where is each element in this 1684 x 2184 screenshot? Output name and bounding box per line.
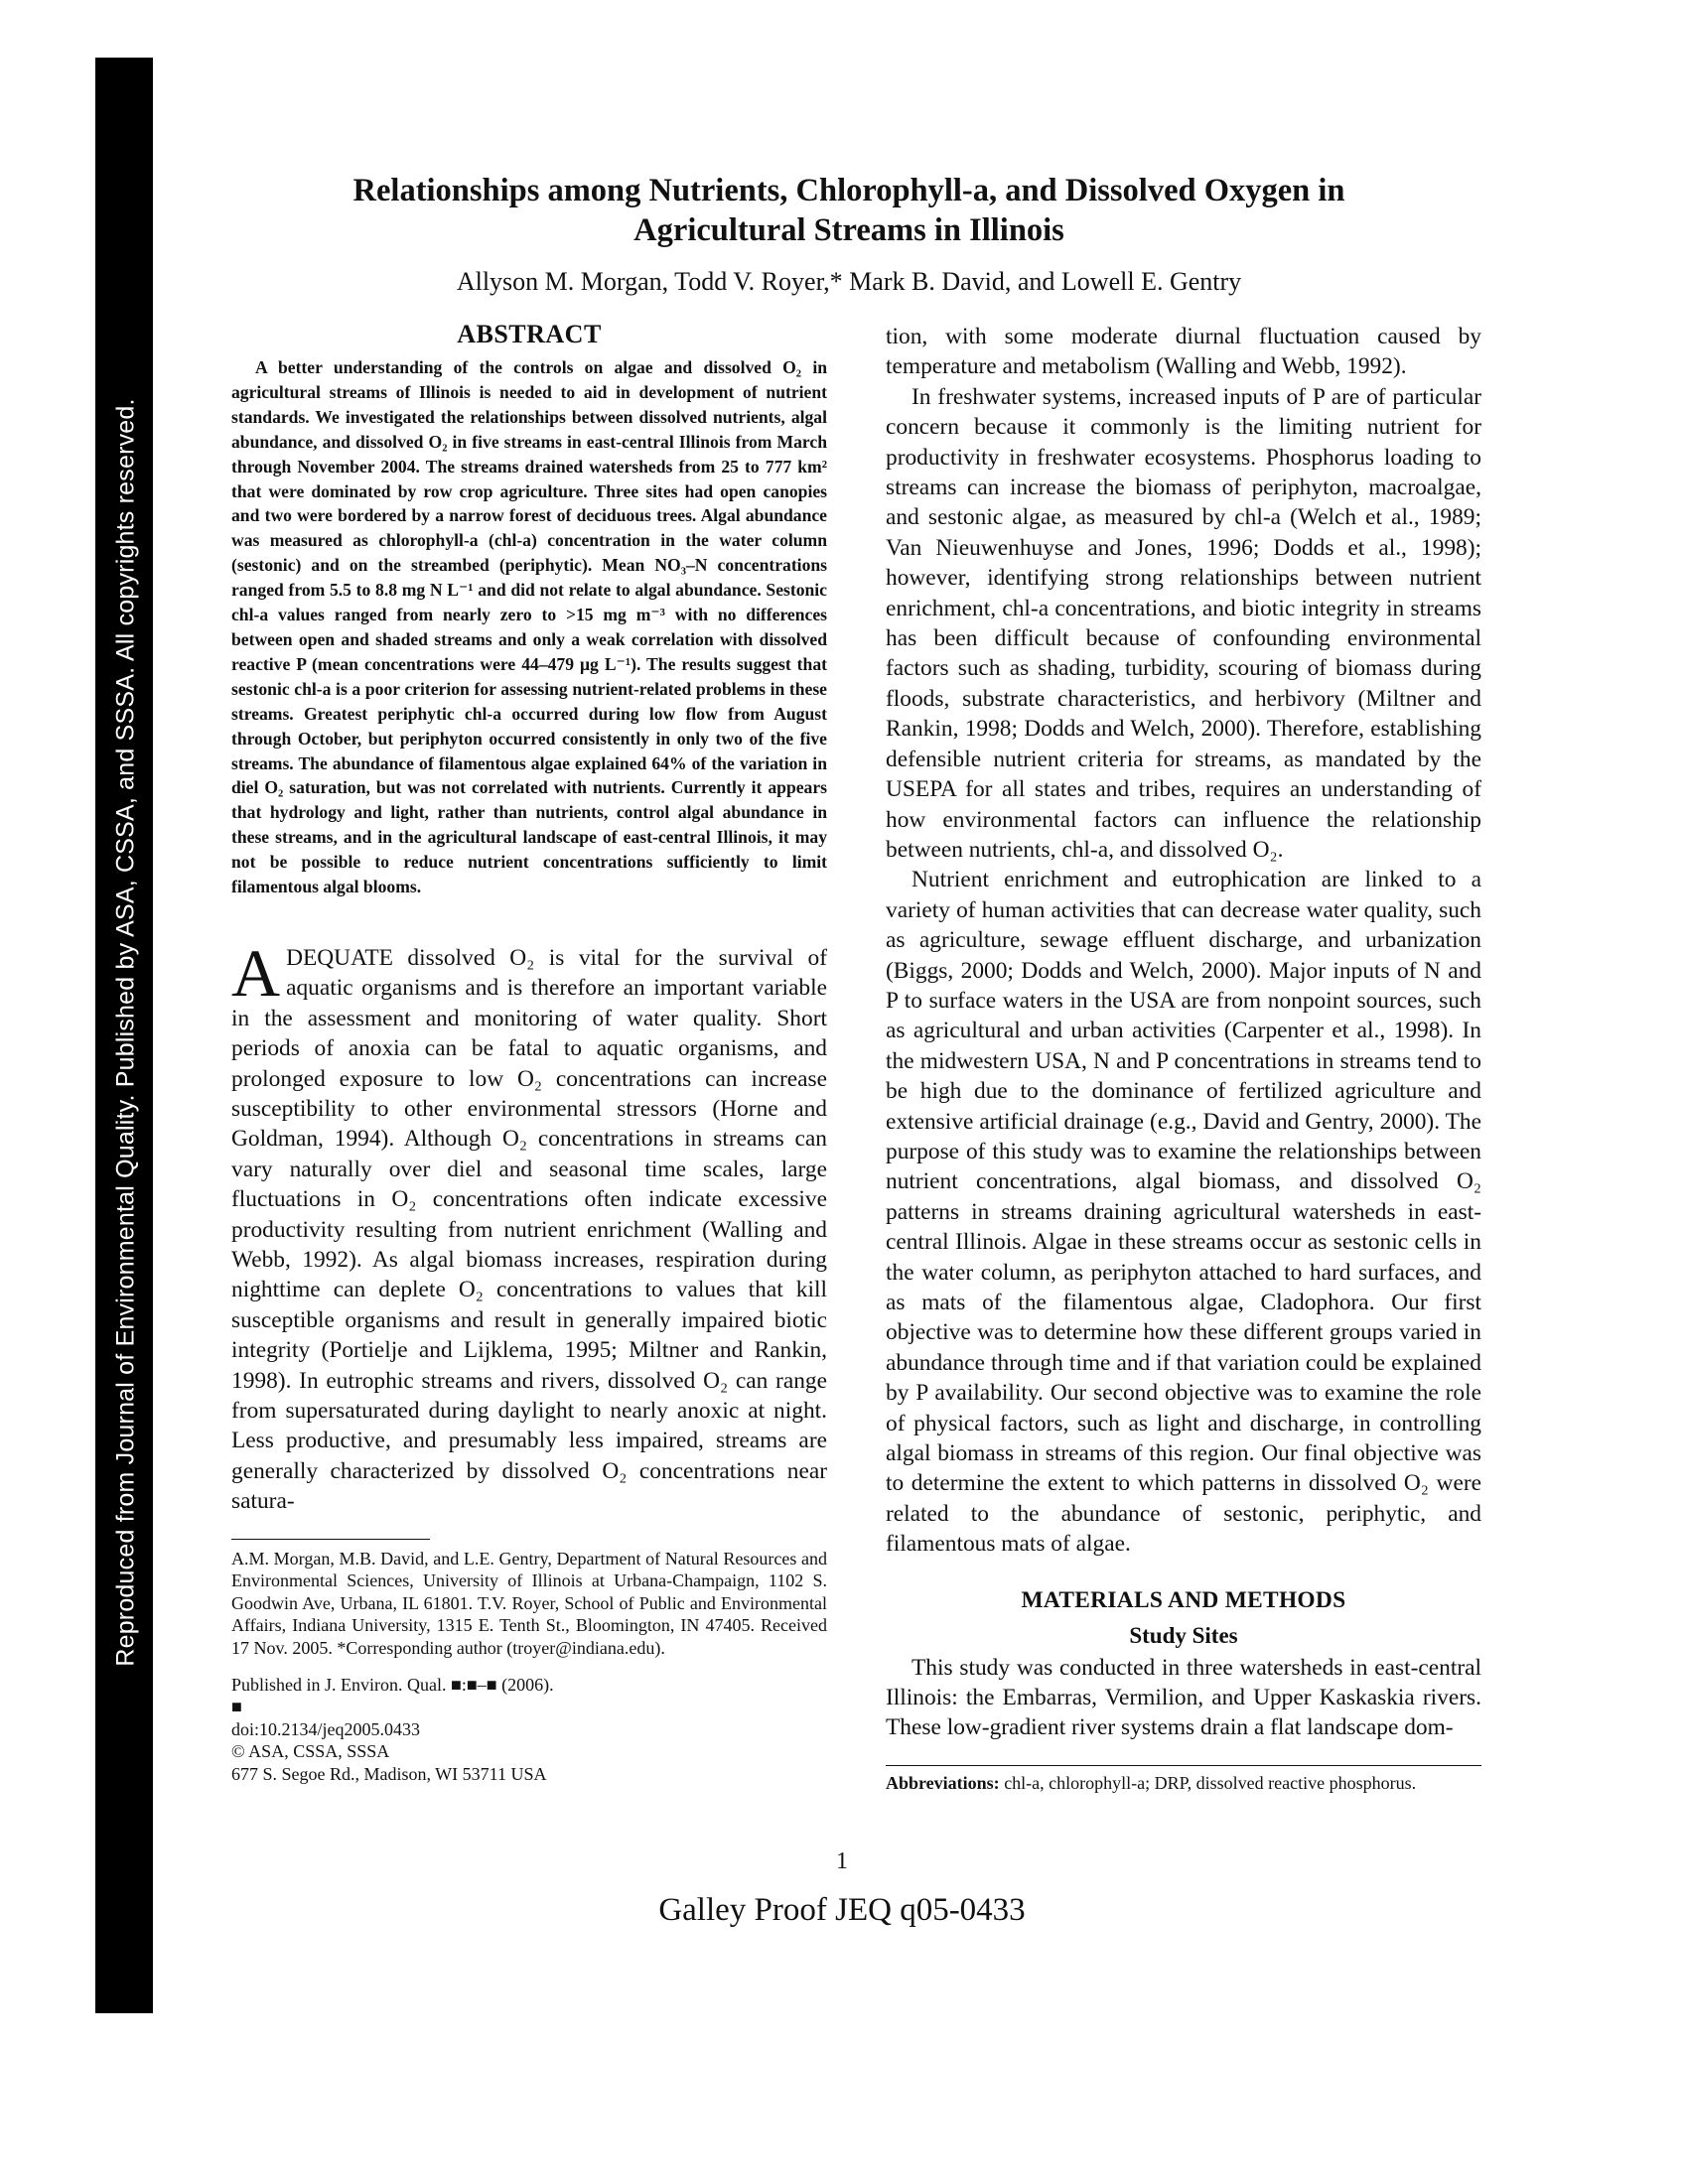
section-heading: MATERIALS AND METHODS [1021, 1586, 1346, 1613]
abbreviations-rule [886, 1765, 1481, 1766]
right-paragraph-2: In freshwater systems, increased inputs of P are of particular concern because it commonly is the limiting nutrient for productivity in freshwater ecosystems. Phosphorus loading to streams can increase the biomass of periphyton, macroalgae, and sestonic algae, as measured by chl-a (Welch et al., 1989; Van Nieuwenhuyse and Jones, 1996; Dodds et al., 1998); however, identifying strong relationships between nutrient enrichment, chl-a concentrations, and biotic integrity in streams has been difficult because of confounding environmental factors such as shading, turbidity, scouring of biomass during floods, substrate characteristics, and herbivory (Miltner and Rankin, 1998; Dodds and Welch, 2000). Therefore, establishing defensible nutrient criteria for streams, as mandated by the USEPA for all states and tribes, requires an understanding of how environmental factors can influence the relationship between nutrients, chl-a, and dissolved O₂. [886, 383, 1481, 863]
intro-text: dissolved O₂ is vital for the survival of aquatic organisms and is therefore an important variable in the assessment and monitoring of water quality. Short periods of anoxia can be fatal to aquatic organisms, and prolonged exposure to low O₂ concentrations can increase susceptibility to other environmental stressors (Horne and Goldman, 1994). Although O₂ concentrations in streams can vary naturally over diel and seasonal time scales, large fluctuations in O₂ concentrations often indicate excessive productivity resulting from nutrient enrichment (Walling and Webb, 1992). As algal biomass increases, respiration during nighttime can deplete O₂ concentrations to values that kill susceptible organisms and result in generally impaired biotic integrity (Portielje and Lijklema, 1995; Miltner and Rankin, 1998). In eutrophic streams and rivers, dissolved O₂ can range from supersaturated during daylight to nearly anoxic at night. Less productive, and presumably less impaired, streams are generally characterized by dissolved O₂ concentrations near satura- [231, 944, 827, 1515]
galley-proof-label: Galley Proof JEQ q05-0433 [658, 1892, 1026, 1928]
subsection-heading: Study Sites [1129, 1622, 1238, 1648]
doi: doi:10.2134/jeq2005.0433 [231, 1718, 420, 1739]
right-paragraph-3: Nutrient enrichment and eutrophication are linked to a variety of human activities that can decrease water quality, such as agriculture, sewage effluent discharge, and urbanization (Biggs, 2000; Dodds and Welch, 2000). Major inputs of N and P to surface waters in the USA are from nonpoint sources, such as agricultural and urban activities (Carpenter et al., 1998). In the midwestern USA, N and P concentrations in streams tend to be high due to the dominance of fertilized agriculture and extensive artificial drainage (e.g., David and Gentry, 2000). The purpose of this study was to examine the relationships between nutrient concentrations, algal biomass, and dissolved O₂ patterns in streams draining agricultural watersheds in east-central Illinois. Algae in these streams occur as sestonic cells in the water column, as periphyton attached to hard surfaces, and as mats of the filamentous algae, Cladophora. Our first objective was to determine how these different groups varied in abundance through time and if that variation could be explained by P availability. Our second objective was to examine the role of physical factors, such as light and discharge, in controlling algal biomass in streams of this region. Our final objective was to determine the extent to which patterns in dissolved O₂ were related to the abundance of sestonic, periphytic, and filamentous mats of algae. [886, 867, 1481, 1558]
publication-info [231, 1674, 827, 1786]
introduction-paragraph [231, 934, 827, 1517]
intro-smallcaps: DEQUATE [286, 944, 393, 971]
author-affiliations: A.M. Morgan, M.B. David, and L.E. Gentry, Department of Natural Resources and Environmental Sciences, University of Illinois at Urbana-Champaign, 1102 S. Goodwin Ave, Urbana, IL 61801. T.V. Royer, School of Public and Environmental Affairs, Indiana University, 1315 E. Tenth St., Bloomington, IN 47405. Received 17 Nov. 2005. *Corresponding author (troyer@indiana.edu). [231, 1548, 827, 1659]
right-paragraph-1: tion, with some moderate diurnal fluctuation caused by temperature and metabolism (Walling and Webb, 1992). [886, 324, 1481, 380]
drop-cap: A [231, 934, 281, 1011]
footnote-rule [231, 1539, 430, 1540]
abbreviations [886, 1772, 1481, 1795]
paper-title: Relationships among Nutrients, Chlorophyll-a, and Dissolved Oxygen in Agricultural Streams in Illinois [352, 173, 1345, 248]
published-in: Published in J. Environ. Qual. ■:■–■ (2006). [231, 1674, 554, 1695]
copyright-notice: Reproduced from Journal of Environmental Quality. Published by ASA, CSSA, and SSSA. All copyrights reserved. [111, 398, 140, 1667]
right-column [886, 322, 1481, 1794]
copyright: © ASA, CSSA, SSSA [231, 1741, 390, 1762]
right-paragraph-4: This study was conducted in three watersheds in east-central Illinois: the Embarras, Vermilion, and Upper Kaskaskia rivers. These low-gradient river systems drain a flat landscape dom- [886, 1654, 1481, 1741]
abstract-heading: ABSTRACT [457, 320, 602, 348]
author-list: Allyson M. Morgan, Todd V. Royer,* Mark B. David, and Lowell E. Gentry [456, 267, 1242, 296]
left-column [231, 318, 827, 1786]
page-number: 1 [836, 1848, 848, 1874]
placeholder-marker: ■ [231, 1697, 242, 1717]
publisher-address: 677 S. Segoe Rd., Madison, WI 53711 USA [231, 1764, 547, 1784]
abbreviations-text: chl-a, chlorophyll-a; DRP, dissolved reactive phosphorus. [999, 1772, 1417, 1793]
abstract-text: A better understanding of the controls on algae and dissolved O₂ in agricultural streams of Illinois is needed to aid in development of nutrient standards. We investigated the relationships between dissolved nutrients, algal abundance, and dissolved O₂ in five streams in east-central Illinois from March through November 2004. The streams drained watersheds from 25 to 777 km² that were dominated by row crop agriculture. Three sites had open canopies and two were bordered by a narrow forest of deciduous trees. Algal abundance was measured as chlorophyll-a (chl-a) concentration in the water column (sestonic) and on the streambed (periphytic). Mean NO₃–N concentrations ranged from 5.5 to 8.8 mg N L⁻¹ and did not relate to algal abundance. Sestonic chl-a values ranged from nearly zero to >15 mg m⁻³ with no differences between open and shaded streams and only a weak correlation with dissolved reactive P (mean concentrations were 44–479 μg L⁻¹). The results suggest that sestonic chl-a is a poor criterion for assessing nutrient-related problems in these streams. Greatest periphytic chl-a occurred during low flow from August through October, but periphyton occurred consistently in only two of the five streams. The abundance of filamentous algae explained 64% of the variation in diel O₂ saturation, but was not correlated with nutrients. Currently it appears that hydrology and light, rather than nutrients, control algal abundance in these streams, and in the agricultural landscape of east-central Illinois, it may not be possible to reduce nutrient concentrations sufficiently to limit filamentous algal blooms. [231, 357, 827, 897]
abbreviations-label: Abbreviations: [886, 1772, 1000, 1793]
